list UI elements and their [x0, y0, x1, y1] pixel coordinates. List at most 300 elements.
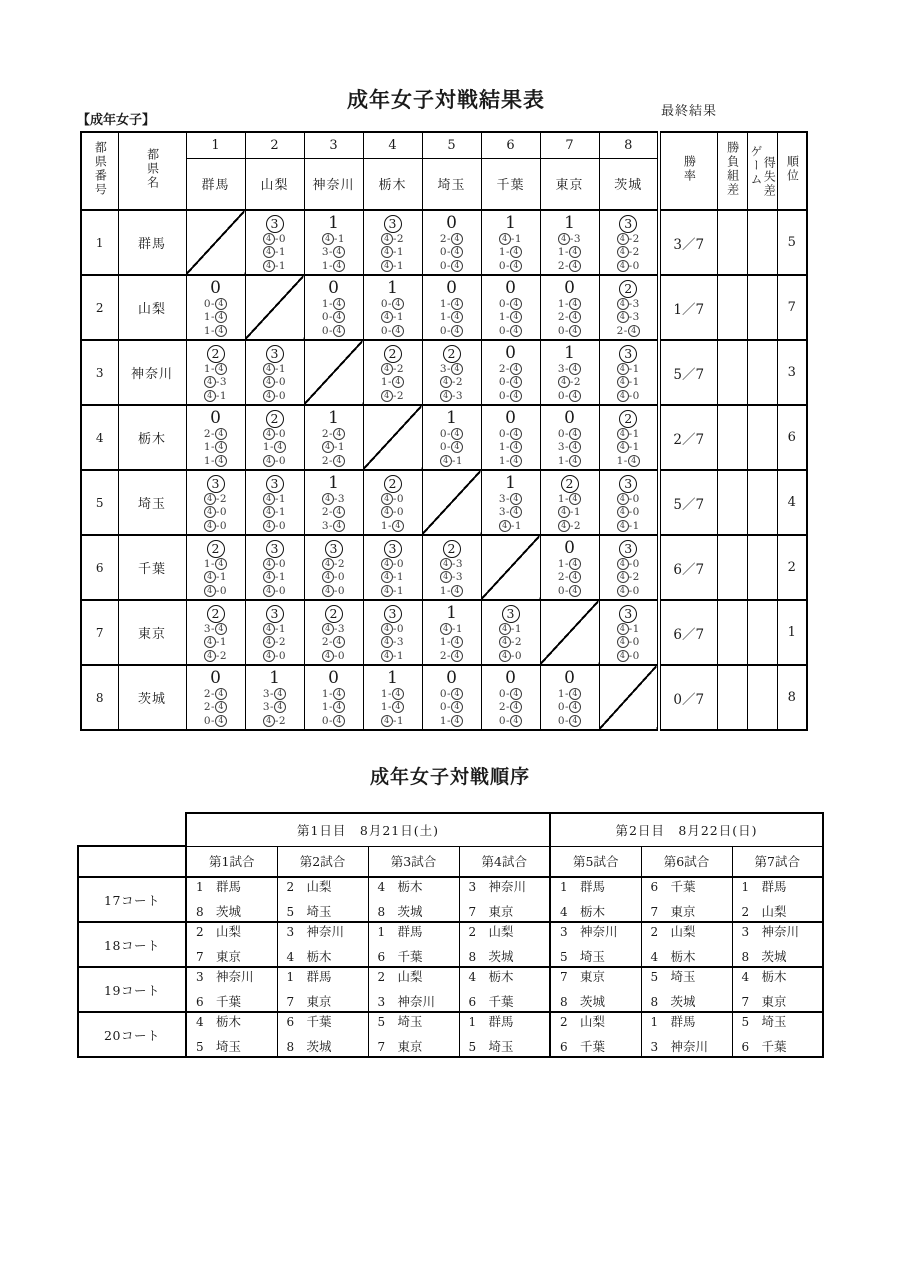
circled-number: 4: [381, 571, 393, 583]
game-score: 4 -0: [364, 506, 422, 519]
circled-number: 4: [451, 650, 463, 662]
game-score: 4 -0: [246, 376, 304, 389]
team-line: [551, 995, 641, 1009]
circled-number: 4: [215, 325, 227, 337]
game-score: 2- 4: [541, 260, 599, 273]
game-score: 4 -1: [246, 571, 304, 584]
circled-number: 4: [215, 558, 227, 570]
game-score: 2- 4: [187, 688, 245, 701]
team-line: [460, 1040, 550, 1054]
match-header-cell: 第6試合: [641, 846, 732, 877]
team-line: [278, 1015, 368, 1029]
team-number: 4: [741, 969, 750, 984]
game-score: 1- 4: [364, 376, 422, 389]
pref-name-cell: 山梨: [118, 275, 186, 340]
team-name: 神奈川: [761, 923, 800, 939]
game-score: 4 -2: [187, 493, 245, 506]
game-score: 1- 4: [423, 298, 481, 311]
result-cell: [481, 665, 540, 730]
circled-number: 4: [274, 701, 286, 713]
game-score: 2- 4: [482, 701, 540, 714]
game-score: 4 -3: [187, 376, 245, 389]
game-score: 4 -0: [246, 650, 304, 663]
team-name: 栃木: [397, 878, 423, 894]
result-cell: [422, 535, 481, 600]
team-name: 千葉: [488, 994, 514, 1009]
circled-number: 3: [619, 215, 637, 233]
game-score: 4 -1: [600, 363, 658, 376]
game-score: 4 -1: [187, 571, 245, 584]
circled-number: 4: [381, 636, 393, 648]
team-line: [460, 1015, 550, 1029]
match-score: [246, 604, 304, 623]
circled-number: 4: [510, 441, 522, 453]
team-line: [187, 1015, 277, 1029]
circled-number: 4: [569, 455, 581, 467]
circled-number: 4: [263, 558, 275, 570]
team-number: 2: [560, 1014, 568, 1029]
circled-number: 4: [510, 363, 522, 375]
team-name: 栃木: [670, 949, 696, 964]
game-score: 4 -1: [364, 260, 422, 273]
circled-number: 4: [617, 376, 629, 388]
circled-number: 4: [569, 715, 581, 727]
pref-number-header: [81, 132, 118, 210]
game-diff-cell: [747, 600, 777, 665]
circled-number: 4: [381, 233, 393, 245]
team-name: 群馬: [306, 968, 332, 984]
circled-number: 4: [381, 246, 393, 258]
circled-number: 4: [569, 311, 581, 323]
game-score: 4 -2: [600, 233, 658, 246]
diagonal-cell: [186, 210, 245, 275]
team-number: 6: [468, 995, 477, 1009]
game-score: 4 -1: [187, 390, 245, 403]
team-name: 千葉: [761, 1039, 787, 1054]
game-score: 4 -0: [600, 390, 658, 403]
circled-number: 2: [207, 540, 225, 558]
game-score: 4 -1: [600, 520, 658, 533]
game-score: 1- 4: [187, 311, 245, 324]
circled-number: 4: [263, 455, 275, 467]
circled-number: 4: [617, 363, 629, 375]
match-cell: [732, 922, 823, 967]
game-score: 1- 4: [187, 455, 245, 468]
game-score: 1- 4: [541, 558, 599, 571]
win-loss-diff-cell: [717, 535, 747, 600]
circled-number: 4: [451, 363, 463, 375]
pref-name-cell: 千葉: [118, 535, 186, 600]
game-score: 4 -0: [187, 520, 245, 533]
circled-number: 4: [451, 311, 463, 323]
rank-header: [777, 132, 807, 210]
match-header-cell: 第7試合: [732, 846, 823, 877]
pref-number-cell: 7: [81, 600, 118, 665]
game-score: 4 -1: [482, 623, 540, 636]
pref-name-cell: 茨城: [118, 665, 186, 730]
circled-number: 4: [333, 246, 345, 258]
game-score: 0- 4: [187, 715, 245, 728]
circled-number: 4: [440, 376, 452, 388]
team-name: 東京: [761, 994, 787, 1009]
circled-number: 4: [392, 520, 404, 532]
circled-number: 4: [617, 650, 629, 662]
team-number: 8: [560, 995, 568, 1009]
circled-number: 4: [451, 585, 463, 597]
match-score: [364, 604, 422, 623]
circled-number: 4: [569, 390, 581, 402]
results-table: [80, 131, 808, 731]
match-score: 1: [505, 213, 516, 234]
circled-number: 4: [569, 428, 581, 440]
team-number: 5: [286, 905, 295, 919]
team-number: 8: [196, 905, 204, 919]
circled-number: 4: [263, 390, 275, 402]
circled-number: 4: [558, 520, 570, 532]
rank-cell: 2: [777, 535, 807, 600]
match-score: [364, 214, 422, 233]
team-number: 3: [468, 879, 477, 894]
match-pair: [551, 970, 641, 1009]
match-pair: [187, 880, 277, 919]
result-cell: [363, 470, 422, 535]
circled-number: 4: [510, 390, 522, 402]
team-name: 山梨: [397, 968, 423, 984]
win-loss-diff-cell: [717, 405, 747, 470]
game-score: 4 -0: [482, 650, 540, 663]
circled-number: 4: [274, 441, 286, 453]
team-number: 3: [286, 924, 295, 939]
circled-number: 4: [333, 428, 345, 440]
game-score: 4 -0: [246, 455, 304, 468]
game-score: 4 -0: [187, 585, 245, 598]
game-score: 1- 4: [482, 441, 540, 454]
team-number: 1: [377, 924, 386, 939]
game-score: 2- 4: [305, 506, 363, 519]
match-score: [600, 409, 658, 428]
match-score: [423, 344, 481, 363]
game-score: 0- 4: [423, 260, 481, 273]
opponent-number: 5: [422, 132, 481, 158]
diagonal-cell: [540, 600, 599, 665]
circled-number: 4: [451, 428, 463, 440]
win-rate-cell: 5／7: [659, 340, 717, 405]
circled-number: 4: [381, 390, 393, 402]
game-score: 1- 4: [541, 298, 599, 311]
team-line: [369, 995, 459, 1009]
team-number: 6: [650, 879, 659, 894]
opponent-number: 6: [481, 132, 540, 158]
day2-header-cell: 第2日目 8月22日(日): [550, 813, 823, 846]
circled-number: 4: [617, 233, 629, 245]
team-line: [460, 880, 550, 894]
match-score: 0: [446, 278, 457, 299]
result-cell: [363, 210, 422, 275]
result-cell: [304, 535, 363, 600]
win-rate-cell: 0／7: [659, 665, 717, 730]
game-score: 1- 4: [482, 246, 540, 259]
circled-number: 4: [333, 311, 345, 323]
team-number: 3: [377, 995, 386, 1009]
game-score: 4 -3: [541, 233, 599, 246]
game-score: 2- 4: [423, 650, 481, 663]
game-score: 4 -0: [364, 493, 422, 506]
match-cell: [459, 877, 550, 922]
game-score: 0- 4: [482, 688, 540, 701]
team-number: 1: [468, 1014, 477, 1029]
team-name: 茨城: [397, 904, 423, 919]
match-cell: [277, 922, 368, 967]
match-pair: [551, 1015, 641, 1054]
win-rate-header-label: 勝率: [682, 155, 697, 183]
game-score: 4 -0: [246, 558, 304, 571]
opponent-number: 7: [540, 132, 599, 158]
team-line: [278, 905, 368, 919]
game-score: 4 -2: [364, 233, 422, 246]
circled-number: 4: [569, 558, 581, 570]
result-cell: [422, 210, 481, 275]
match-pair: [642, 1015, 732, 1054]
team-line: [551, 925, 641, 939]
match-score: [305, 604, 363, 623]
team-number: 8: [468, 950, 477, 964]
circled-number: 4: [451, 441, 463, 453]
game-score: 4 -0: [364, 623, 422, 636]
game-diff-line1: ゲーム: [749, 144, 763, 187]
circled-number: 4: [322, 493, 334, 505]
game-score: 3- 4: [305, 520, 363, 533]
team-line: [733, 1040, 823, 1054]
result-cell: [540, 535, 599, 600]
match-score: [364, 344, 422, 363]
team-number: 7: [377, 1040, 386, 1054]
match-score: [423, 539, 481, 558]
match-header-cell: 第5試合: [550, 846, 641, 877]
team-name: 埼玉: [488, 1039, 514, 1054]
pref-number-cell: 6: [81, 535, 118, 600]
result-cell: [245, 405, 304, 470]
game-score: 0- 4: [423, 701, 481, 714]
circled-number: 4: [617, 441, 629, 453]
game-score: 0- 4: [423, 441, 481, 454]
game-score: 4 -0: [600, 558, 658, 571]
circled-number: 4: [381, 260, 393, 272]
game-score: 4 -2: [187, 650, 245, 663]
pref-name-cell: 神奈川: [118, 340, 186, 405]
circled-number: 4: [215, 623, 227, 635]
match-score: 1: [328, 213, 339, 234]
circled-number: 4: [322, 233, 334, 245]
team-number: 7: [196, 950, 204, 964]
team-name: 埼玉: [670, 968, 696, 984]
circled-number: 4: [558, 233, 570, 245]
match-score: 1: [564, 343, 575, 364]
circled-number: 4: [263, 363, 275, 375]
match-score: [600, 214, 658, 233]
game-score: 1- 4: [187, 558, 245, 571]
game-score: 0- 4: [305, 311, 363, 324]
game-score: 4 -1: [246, 506, 304, 519]
match-cell: [186, 1012, 277, 1057]
match-score: [600, 344, 658, 363]
circled-number: 4: [617, 506, 629, 518]
result-cell: [422, 405, 481, 470]
circled-number: 4: [569, 571, 581, 583]
team-name: 東京: [670, 904, 696, 919]
team-name: 埼玉: [306, 904, 332, 919]
circled-number: 3: [384, 605, 402, 623]
circled-number: 4: [617, 558, 629, 570]
match-pair: [733, 970, 823, 1009]
match-cell: [641, 877, 732, 922]
game-score: 0- 4: [305, 325, 363, 338]
circled-number: 4: [558, 376, 570, 388]
pref-name-cell: 東京: [118, 600, 186, 665]
page-title: 成年女子対戦結果表: [347, 88, 545, 112]
diagonal-cell: [304, 340, 363, 405]
team-name: 群馬: [397, 923, 423, 939]
team-name: 千葉: [306, 1013, 332, 1029]
match-cell: [550, 1012, 641, 1057]
game-score: 4 -0: [600, 636, 658, 649]
team-number: 3: [650, 1040, 659, 1054]
team-name: 茨城: [761, 949, 787, 964]
circled-number: 4: [204, 585, 216, 597]
results-row: [81, 665, 807, 730]
game-score: 1- 4: [541, 493, 599, 506]
match-score: 1: [328, 408, 339, 429]
circled-number: 4: [499, 520, 511, 532]
game-score: 3- 4: [246, 688, 304, 701]
team-number: 4: [468, 969, 477, 984]
game-score: 0- 4: [423, 325, 481, 338]
win-rate-cell: 2／7: [659, 405, 717, 470]
diagonal-cell: [481, 535, 540, 600]
team-number: 8: [650, 995, 659, 1009]
game-score: 4 -3: [305, 493, 363, 506]
court-label-cell: 19コート: [78, 967, 186, 1012]
result-cell: [599, 535, 659, 600]
team-number: 1: [286, 969, 295, 984]
match-score: 1: [269, 668, 280, 689]
game-score: 2- 4: [482, 363, 540, 376]
match-score: 1: [328, 473, 339, 494]
match-score: [600, 474, 658, 493]
team-line: [551, 1040, 641, 1054]
game-score: 0- 4: [541, 325, 599, 338]
game-score: 4 -1: [305, 233, 363, 246]
circled-number: 4: [204, 506, 216, 518]
team-line: [551, 905, 641, 919]
team-line: [460, 950, 550, 964]
game-score: 4 -3: [600, 298, 658, 311]
match-score: 0: [564, 408, 575, 429]
team-line: [733, 970, 823, 984]
game-score: 4 -0: [600, 260, 658, 273]
team-name: 千葉: [397, 949, 423, 964]
circled-number: 4: [263, 493, 275, 505]
team-line: [733, 880, 823, 894]
circled-number: 4: [263, 506, 275, 518]
game-score: 0- 4: [364, 298, 422, 311]
court-row: [78, 1012, 823, 1057]
team-name: 神奈川: [670, 1039, 709, 1054]
game-score: 1- 4: [541, 455, 599, 468]
match-score: 1: [387, 278, 398, 299]
results-row: [81, 210, 807, 275]
pref-number-cell: 1: [81, 210, 118, 275]
order-match-header-row: [78, 846, 823, 877]
game-score: 4 -1: [364, 715, 422, 728]
match-pair: [642, 970, 732, 1009]
rank-cell: 5: [777, 210, 807, 275]
result-cell: [599, 210, 659, 275]
team-number: 5: [741, 1014, 750, 1029]
match-cell: [186, 967, 277, 1012]
game-score: 4 -3: [305, 623, 363, 636]
win-rate-cell: 6／7: [659, 535, 717, 600]
team-name: 群馬: [670, 1013, 696, 1029]
team-number: 3: [560, 924, 568, 939]
win-loss-diff-header-label: 勝負組差: [725, 141, 740, 197]
result-cell: [186, 600, 245, 665]
match-score: 0: [505, 408, 516, 429]
team-line: [551, 950, 641, 964]
team-line: [551, 1015, 641, 1029]
circled-number: 4: [263, 246, 275, 258]
circled-number: 4: [617, 571, 629, 583]
match-pair: [460, 925, 550, 964]
team-line: [369, 905, 459, 919]
match-score: 0: [210, 668, 221, 689]
results-row: [81, 340, 807, 405]
game-score: 4 -1: [364, 311, 422, 324]
pref-number-cell: 2: [81, 275, 118, 340]
circled-number: 3: [619, 605, 637, 623]
result-cell: [481, 275, 540, 340]
circled-number: 4: [381, 650, 393, 662]
circled-number: 4: [333, 688, 345, 700]
circled-number: 4: [499, 650, 511, 662]
game-score: 1- 4: [482, 311, 540, 324]
result-cell: [422, 275, 481, 340]
game-diff-cell: [747, 535, 777, 600]
match-score: [246, 539, 304, 558]
rank-cell: 1: [777, 600, 807, 665]
results-row: [81, 600, 807, 665]
circled-number: 4: [263, 636, 275, 648]
team-name: 千葉: [670, 878, 696, 894]
circled-number: 4: [381, 585, 393, 597]
circled-number: 4: [263, 571, 275, 583]
circled-number: 4: [322, 623, 334, 635]
game-score: 1- 4: [541, 688, 599, 701]
result-cell: [540, 665, 599, 730]
match-score: [187, 474, 245, 493]
circled-number: 4: [617, 246, 629, 258]
game-score: 3- 4: [187, 623, 245, 636]
result-cell: [599, 405, 659, 470]
circled-number: 4: [392, 376, 404, 388]
game-score: 4 -0: [246, 585, 304, 598]
match-score: 0: [564, 668, 575, 689]
team-line: [278, 880, 368, 894]
circled-number: 4: [451, 233, 463, 245]
result-cell: [599, 600, 659, 665]
circled-number: 4: [263, 650, 275, 662]
team-name: 埼玉: [397, 1013, 423, 1029]
team-line: [369, 1015, 459, 1029]
